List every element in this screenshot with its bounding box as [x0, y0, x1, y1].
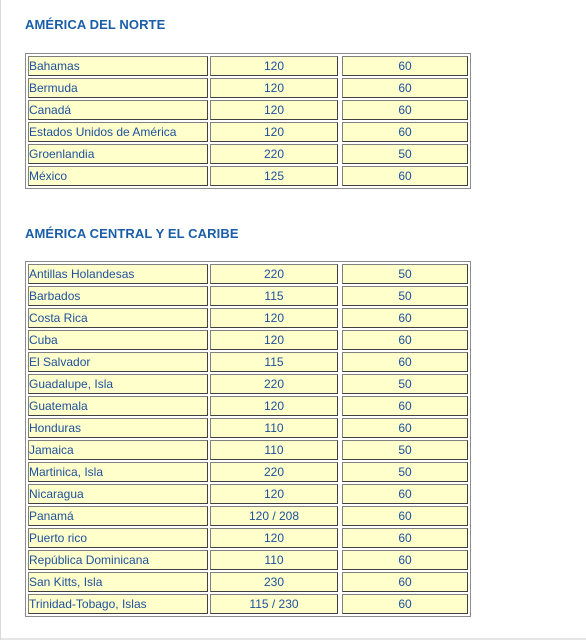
value-2-cell: 60 — [342, 122, 468, 142]
value-2-cell: 60 — [342, 352, 468, 372]
value-2-cell: 60 — [342, 418, 468, 438]
value-1-cell: 220 — [210, 264, 338, 284]
value-2-cell: 50 — [342, 144, 468, 164]
north-america-table — [25, 53, 471, 189]
country-name-cell: Honduras — [28, 418, 208, 438]
value-2-cell: 60 — [342, 308, 468, 328]
value-1-cell: 110 — [210, 418, 338, 438]
country-name-cell: Groenlandia — [28, 144, 208, 164]
country-name-cell: Guadalupe, Isla — [28, 374, 208, 394]
value-1-cell: 220 — [210, 144, 338, 164]
table-row — [28, 462, 468, 482]
table-row — [28, 374, 468, 394]
value-1-cell: 230 — [210, 572, 338, 592]
table-row — [28, 100, 468, 120]
country-name-cell: Antillas Holandesas — [28, 264, 208, 284]
table-row — [28, 440, 468, 460]
value-2-cell: 60 — [342, 78, 468, 98]
value-1-cell: 120 — [210, 484, 338, 504]
value-1-cell: 120 — [210, 100, 338, 120]
country-name-cell: Cuba — [28, 330, 208, 350]
north-america-table-body — [28, 56, 468, 186]
value-2-cell: 60 — [342, 330, 468, 350]
value-1-cell: 110 — [210, 440, 338, 460]
value-1-cell: 115 / 230 — [210, 594, 338, 614]
value-1-cell: 120 — [210, 330, 338, 350]
value-2-cell: 60 — [342, 506, 468, 526]
country-name-cell: Jamaica — [28, 440, 208, 460]
table-row — [28, 484, 468, 504]
value-1-cell: 220 — [210, 462, 338, 482]
table-row — [28, 572, 468, 592]
value-2-cell: 60 — [342, 100, 468, 120]
value-2-cell: 50 — [342, 286, 468, 306]
table-row — [28, 308, 468, 328]
table-row — [28, 56, 468, 76]
table-row — [28, 144, 468, 164]
value-2-cell: 60 — [342, 528, 468, 548]
value-2-cell: 60 — [342, 594, 468, 614]
table-row — [28, 330, 468, 350]
country-name-cell: Canadá — [28, 100, 208, 120]
value-1-cell: 125 — [210, 166, 338, 186]
country-name-cell: Bahamas — [28, 56, 208, 76]
table-row — [28, 264, 468, 284]
value-1-cell: 120 — [210, 122, 338, 142]
country-name-cell: Martinica, Isla — [28, 462, 208, 482]
central-america-table — [25, 261, 471, 617]
table-row — [28, 122, 468, 142]
value-1-cell: 120 — [210, 78, 338, 98]
value-1-cell: 220 — [210, 374, 338, 394]
table-row — [28, 594, 468, 614]
value-1-cell: 120 — [210, 528, 338, 548]
country-name-cell: Estados Unidos de América — [28, 122, 208, 142]
country-name-cell: El Salvador — [28, 352, 208, 372]
value-1-cell: 120 — [210, 56, 338, 76]
table-row — [28, 550, 468, 570]
country-name-cell: Trinidad-Tobago, Islas — [28, 594, 208, 614]
value-1-cell: 110 — [210, 550, 338, 570]
value-2-cell: 50 — [342, 374, 468, 394]
country-name-cell: Guatemala — [28, 396, 208, 416]
table-row — [28, 418, 468, 438]
country-name-cell: República Dominicana — [28, 550, 208, 570]
value-1-cell: 115 — [210, 352, 338, 372]
table-row — [28, 166, 468, 186]
table-row — [28, 78, 468, 98]
table-row — [28, 286, 468, 306]
country-name-cell: San Kitts, Isla — [28, 572, 208, 592]
value-2-cell: 50 — [342, 264, 468, 284]
value-2-cell: 60 — [342, 484, 468, 504]
value-2-cell: 60 — [342, 166, 468, 186]
value-2-cell: 50 — [342, 440, 468, 460]
value-1-cell: 120 — [210, 308, 338, 328]
country-name-cell: Costa Rica — [28, 308, 208, 328]
value-1-cell: 115 — [210, 286, 338, 306]
country-name-cell: Puerto rico — [28, 528, 208, 548]
table-row — [28, 528, 468, 548]
country-name-cell: Panamá — [28, 506, 208, 526]
country-name-cell: Bermuda — [28, 78, 208, 98]
section-title-central-america-caribbean: AMÉRICA CENTRAL Y EL CARIBE — [25, 226, 239, 241]
value-1-cell: 120 — [210, 396, 338, 416]
central-america-table-body — [28, 264, 468, 614]
value-2-cell: 60 — [342, 396, 468, 416]
value-1-cell: 120 / 208 — [210, 506, 338, 526]
country-name-cell: Nicaragua — [28, 484, 208, 504]
value-2-cell: 50 — [342, 462, 468, 482]
section-title-north-america: AMÉRICA DEL NORTE — [25, 17, 166, 32]
value-2-cell: 60 — [342, 550, 468, 570]
value-2-cell: 60 — [342, 56, 468, 76]
country-name-cell: México — [28, 166, 208, 186]
value-2-cell: 60 — [342, 572, 468, 592]
table-row — [28, 396, 468, 416]
table-row — [28, 506, 468, 526]
country-name-cell: Barbados — [28, 286, 208, 306]
table-row — [28, 352, 468, 372]
